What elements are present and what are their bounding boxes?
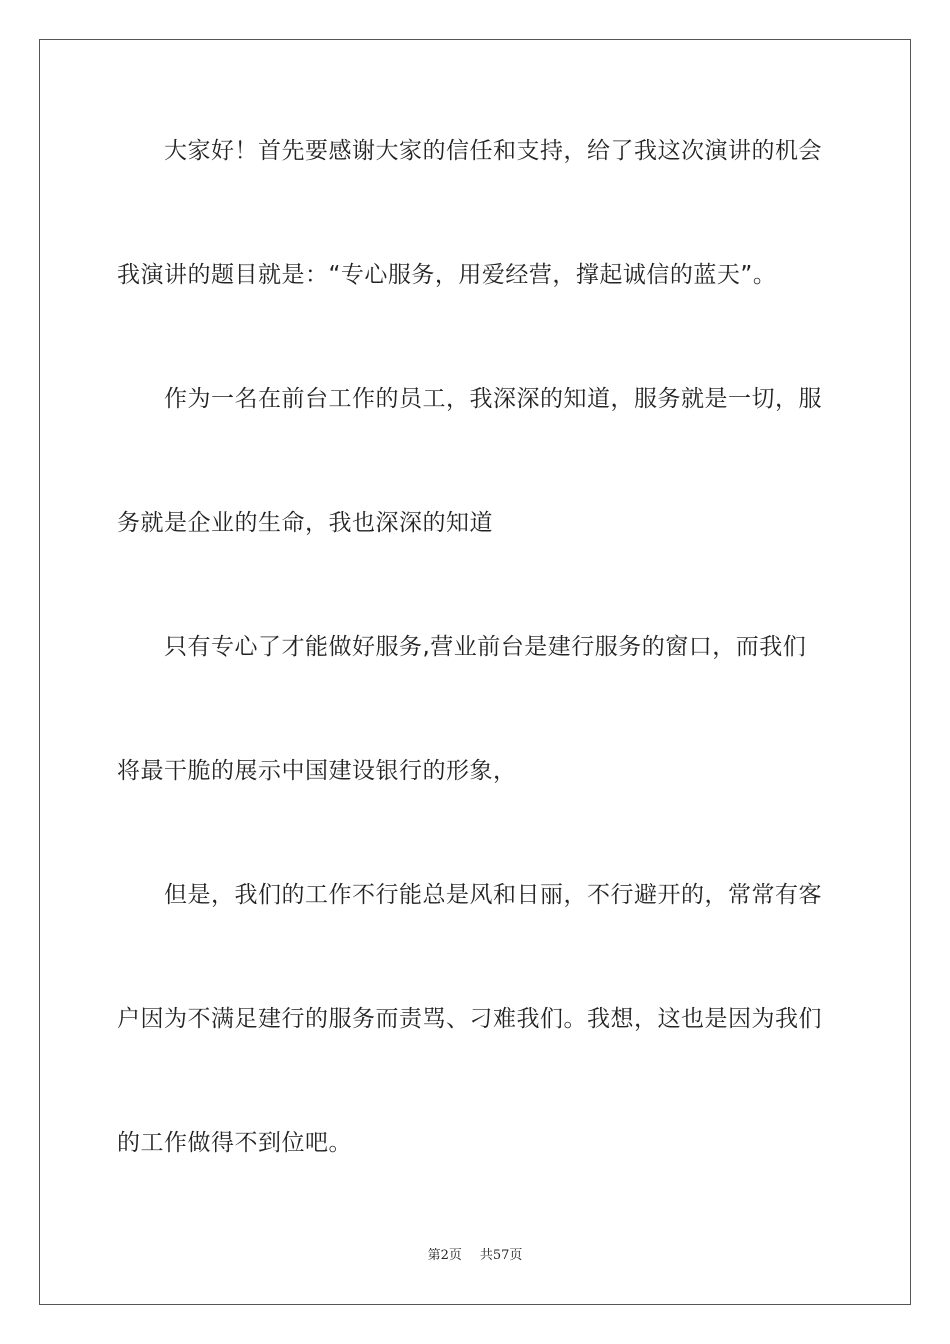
paragraph-line: 作为一名在前台工作的员工，我深深的知道，服务就是一切，服 [164, 386, 822, 412]
paragraph-line: 大家好！首先要感谢大家的信任和支持，给了我这次演讲的机会 [164, 138, 822, 164]
page-footer [0, 1248, 950, 1264]
paragraph-line: 但是，我们的工作不行能总是风和日丽，不行避开的，常常有客 [164, 882, 822, 908]
paragraph-line: 只有专心了才能做好服务,营业前台是建行服务的窗口，而我们 [164, 634, 807, 660]
total-pages: 共57页 [479, 1248, 523, 1263]
page-border [39, 39, 911, 1305]
page-number: 第2页 [427, 1248, 462, 1263]
paragraph-line: 将最干脆的展示中国建设银行的形象， [117, 758, 517, 784]
paragraph-line: 务就是企业的生命，我也深深的知道 [117, 510, 493, 536]
paragraph-line: 我演讲的题目就是：“专心服务，用爱经营，撑起诚信的蓝天”。 [117, 262, 777, 288]
paragraph-line: 的工作做得不到位吧。 [117, 1130, 352, 1156]
paragraph-line: 户因为不满足建行的服务而责骂、刁难我们。我想，这也是因为我们 [117, 1006, 822, 1032]
